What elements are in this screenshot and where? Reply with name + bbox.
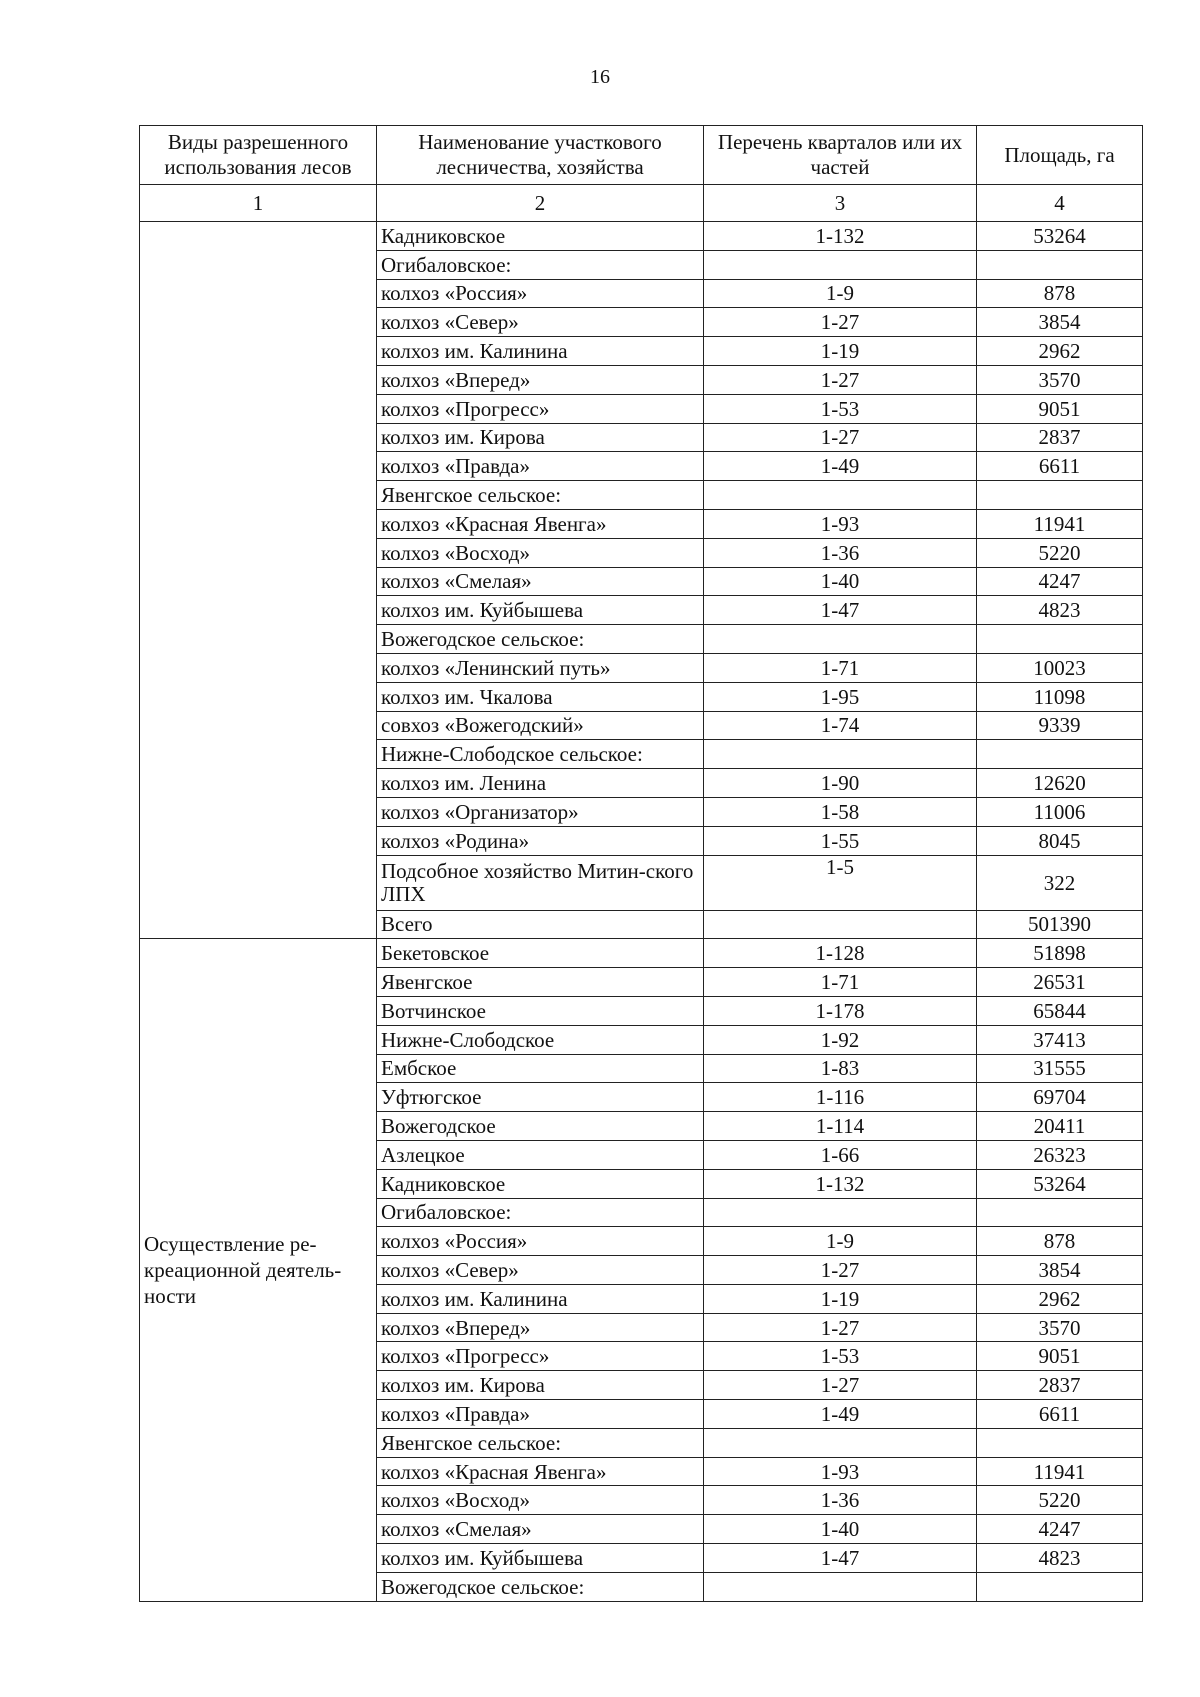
forestry-name-cell: колхоз «Красная Явенга» — [377, 509, 704, 538]
area-cell: 53264 — [977, 222, 1143, 251]
area-cell: 4247 — [977, 567, 1143, 596]
quarters-cell — [704, 910, 977, 939]
header-forestry-name: Наименование участкового лесничества, хозяйства — [377, 126, 704, 185]
area-cell: 6611 — [977, 1400, 1143, 1429]
forest-use-table — [139, 125, 1143, 1602]
forestry-name-cell: колхоз им. Куйбышева — [377, 596, 704, 625]
forestry-name-cell: Вотчинское — [377, 996, 704, 1025]
area-cell: 5220 — [977, 1486, 1143, 1515]
quarters-cell — [704, 1572, 977, 1601]
area-cell: 3570 — [977, 365, 1143, 394]
quarters-cell: 1-132 — [704, 1169, 977, 1198]
forestry-name-cell: колхоз «Смелая» — [377, 1515, 704, 1544]
forestry-name-cell: Вожегодское — [377, 1112, 704, 1141]
quarters-cell: 1-55 — [704, 826, 977, 855]
forestry-name-cell: Вожегодское сельское: — [377, 625, 704, 654]
forestry-name-cell: Явенгское сельское: — [377, 1428, 704, 1457]
forestry-name-cell: совхоз «Вожегодский» — [377, 711, 704, 740]
area-cell: 3854 — [977, 1256, 1143, 1285]
area-cell: 9339 — [977, 711, 1143, 740]
forestry-name-cell: Явенгское — [377, 968, 704, 997]
quarters-cell: 1-27 — [704, 1313, 977, 1342]
quarters-cell: 1-19 — [704, 337, 977, 366]
table-header — [140, 126, 1143, 222]
forestry-name-cell: колхоз «Правда» — [377, 452, 704, 481]
forestry-name-cell: Нижне-Слободское сельское: — [377, 740, 704, 769]
forestry-name-cell: колхоз «Прогресс» — [377, 1342, 704, 1371]
forestry-name-cell: колхоз «Север» — [377, 1256, 704, 1285]
forestry-name-cell: Огибаловское: — [377, 250, 704, 279]
quarters-cell: 1-49 — [704, 452, 977, 481]
quarters-cell: 1-90 — [704, 769, 977, 798]
area-cell: 878 — [977, 279, 1143, 308]
area-cell: 69704 — [977, 1083, 1143, 1112]
forestry-name-cell: колхоз «Север» — [377, 308, 704, 337]
area-cell: 11098 — [977, 682, 1143, 711]
area-cell: 26531 — [977, 968, 1143, 997]
header-area: Площадь, га — [977, 126, 1143, 185]
quarters-cell: 1-114 — [704, 1112, 977, 1141]
header-use-type: Виды разрешенного использования лесов — [140, 126, 377, 185]
quarters-cell: 1-27 — [704, 365, 977, 394]
forestry-name-cell: Кадниковское — [377, 222, 704, 251]
area-cell: 20411 — [977, 1112, 1143, 1141]
forestry-name-cell: колхоз «Вперед» — [377, 365, 704, 394]
area-cell — [977, 1572, 1143, 1601]
quarters-cell: 1-66 — [704, 1140, 977, 1169]
forestry-name-cell: колхоз «Правда» — [377, 1400, 704, 1429]
area-cell: 11941 — [977, 509, 1143, 538]
forestry-name-cell: колхоз «Прогресс» — [377, 394, 704, 423]
forestry-name-cell: колхоз им. Калинина — [377, 1284, 704, 1313]
table-row — [140, 222, 1143, 251]
quarters-cell: 1-53 — [704, 394, 977, 423]
area-cell — [977, 1198, 1143, 1227]
area-cell: 10023 — [977, 653, 1143, 682]
forestry-name-cell: Явенгское сельское: — [377, 481, 704, 510]
forestry-name-cell: Огибаловское: — [377, 1198, 704, 1227]
column-number: 4 — [977, 185, 1143, 222]
quarters-cell: 1-74 — [704, 711, 977, 740]
area-cell — [977, 481, 1143, 510]
use-type-cell: Осуществление ре-креационной деятель-ности — [140, 939, 377, 1601]
quarters-cell: 1-71 — [704, 968, 977, 997]
quarters-cell — [704, 625, 977, 654]
area-cell: 6611 — [977, 452, 1143, 481]
forestry-name-cell: колхоз им. Куйбышева — [377, 1544, 704, 1573]
quarters-cell: 1-178 — [704, 996, 977, 1025]
area-cell: 501390 — [977, 910, 1143, 939]
column-number: 3 — [704, 185, 977, 222]
quarters-cell — [704, 1428, 977, 1457]
quarters-cell: 1-58 — [704, 797, 977, 826]
area-cell: 2837 — [977, 423, 1143, 452]
forestry-name-cell: Кадниковское — [377, 1169, 704, 1198]
area-cell: 3570 — [977, 1313, 1143, 1342]
area-cell: 9051 — [977, 394, 1143, 423]
forestry-name-cell: колхоз «Смелая» — [377, 567, 704, 596]
quarters-cell: 1-27 — [704, 308, 977, 337]
area-cell — [977, 1428, 1143, 1457]
quarters-cell: 1-92 — [704, 1025, 977, 1054]
area-cell: 53264 — [977, 1169, 1143, 1198]
quarters-cell: 1-53 — [704, 1342, 977, 1371]
forestry-name-cell: Всего — [377, 910, 704, 939]
area-cell: 65844 — [977, 996, 1143, 1025]
quarters-cell: 1-47 — [704, 596, 977, 625]
quarters-cell: 1-9 — [704, 1227, 977, 1256]
area-cell — [977, 740, 1143, 769]
forestry-name-cell: Азлецкое — [377, 1140, 704, 1169]
quarters-cell: 1-128 — [704, 939, 977, 968]
quarters-cell: 1-27 — [704, 1256, 977, 1285]
quarters-cell: 1-116 — [704, 1083, 977, 1112]
area-cell: 2837 — [977, 1371, 1143, 1400]
forestry-name-cell: Бекетовское — [377, 939, 704, 968]
forestry-name-cell: колхоз им. Ленина — [377, 769, 704, 798]
table-body — [140, 222, 1143, 1602]
use-type-cell — [140, 222, 377, 939]
quarters-cell: 1-36 — [704, 1486, 977, 1515]
quarters-cell — [704, 740, 977, 769]
quarters-cell: 1-93 — [704, 509, 977, 538]
quarters-cell — [704, 481, 977, 510]
area-cell: 31555 — [977, 1054, 1143, 1083]
table-row — [140, 939, 1143, 968]
quarters-cell: 1-132 — [704, 222, 977, 251]
quarters-cell: 1-5 — [704, 855, 977, 910]
forestry-name-cell: колхоз «Красная Явенга» — [377, 1457, 704, 1486]
quarters-cell: 1-49 — [704, 1400, 977, 1429]
forestry-name-cell: колхоз «Восход» — [377, 1486, 704, 1515]
area-cell — [977, 250, 1143, 279]
forestry-name-cell: колхоз «Ленинский путь» — [377, 653, 704, 682]
area-cell: 11006 — [977, 797, 1143, 826]
area-cell: 4823 — [977, 1544, 1143, 1573]
quarters-cell: 1-36 — [704, 538, 977, 567]
quarters-cell: 1-40 — [704, 567, 977, 596]
quarters-cell: 1-83 — [704, 1054, 977, 1083]
area-cell: 11941 — [977, 1457, 1143, 1486]
forestry-name-cell: колхоз им. Кирова — [377, 1371, 704, 1400]
page-number: 16 — [590, 66, 610, 88]
forestry-name-cell: Уфтюгское — [377, 1083, 704, 1112]
area-cell: 878 — [977, 1227, 1143, 1256]
forestry-name-cell: колхоз «Родина» — [377, 826, 704, 855]
quarters-cell: 1-71 — [704, 653, 977, 682]
forestry-name-cell: колхоз «Россия» — [377, 1227, 704, 1256]
forestry-name-cell: колхоз им. Кирова — [377, 423, 704, 452]
area-cell: 4247 — [977, 1515, 1143, 1544]
area-cell: 2962 — [977, 337, 1143, 366]
quarters-cell: 1-95 — [704, 682, 977, 711]
area-cell: 12620 — [977, 769, 1143, 798]
area-cell: 5220 — [977, 538, 1143, 567]
area-cell: 37413 — [977, 1025, 1143, 1054]
forestry-name-cell: колхоз им. Чкалова — [377, 682, 704, 711]
area-cell: 8045 — [977, 826, 1143, 855]
quarters-cell: 1-9 — [704, 279, 977, 308]
forestry-name-cell: Нижне-Слободское — [377, 1025, 704, 1054]
forestry-name-cell: колхоз «Россия» — [377, 279, 704, 308]
area-cell: 2962 — [977, 1284, 1143, 1313]
quarters-cell — [704, 250, 977, 279]
quarters-cell: 1-93 — [704, 1457, 977, 1486]
quarters-cell: 1-40 — [704, 1515, 977, 1544]
forestry-name-cell: колхоз им. Калинина — [377, 337, 704, 366]
forestry-name-cell: Подсобное хозяйство Митин-ского ЛПХ — [377, 855, 704, 910]
area-cell: 26323 — [977, 1140, 1143, 1169]
quarters-cell: 1-27 — [704, 423, 977, 452]
quarters-cell: 1-27 — [704, 1371, 977, 1400]
quarters-cell: 1-19 — [704, 1284, 977, 1313]
forestry-name-cell: колхоз «Восход» — [377, 538, 704, 567]
area-cell: 4823 — [977, 596, 1143, 625]
forestry-name-cell: колхоз «Вперед» — [377, 1313, 704, 1342]
area-cell: 322 — [977, 855, 1143, 910]
header-quarters-list: Перечень кварталов или их частей — [704, 126, 977, 185]
quarters-cell: 1-47 — [704, 1544, 977, 1573]
forestry-name-cell: Вожегодское сельское: — [377, 1572, 704, 1601]
area-cell — [977, 625, 1143, 654]
quarters-cell — [704, 1198, 977, 1227]
area-cell: 9051 — [977, 1342, 1143, 1371]
area-cell: 3854 — [977, 308, 1143, 337]
area-cell: 51898 — [977, 939, 1143, 968]
column-number: 1 — [140, 185, 377, 222]
column-number: 2 — [377, 185, 704, 222]
forestry-name-cell: колхоз «Организатор» — [377, 797, 704, 826]
forestry-name-cell: Ембское — [377, 1054, 704, 1083]
